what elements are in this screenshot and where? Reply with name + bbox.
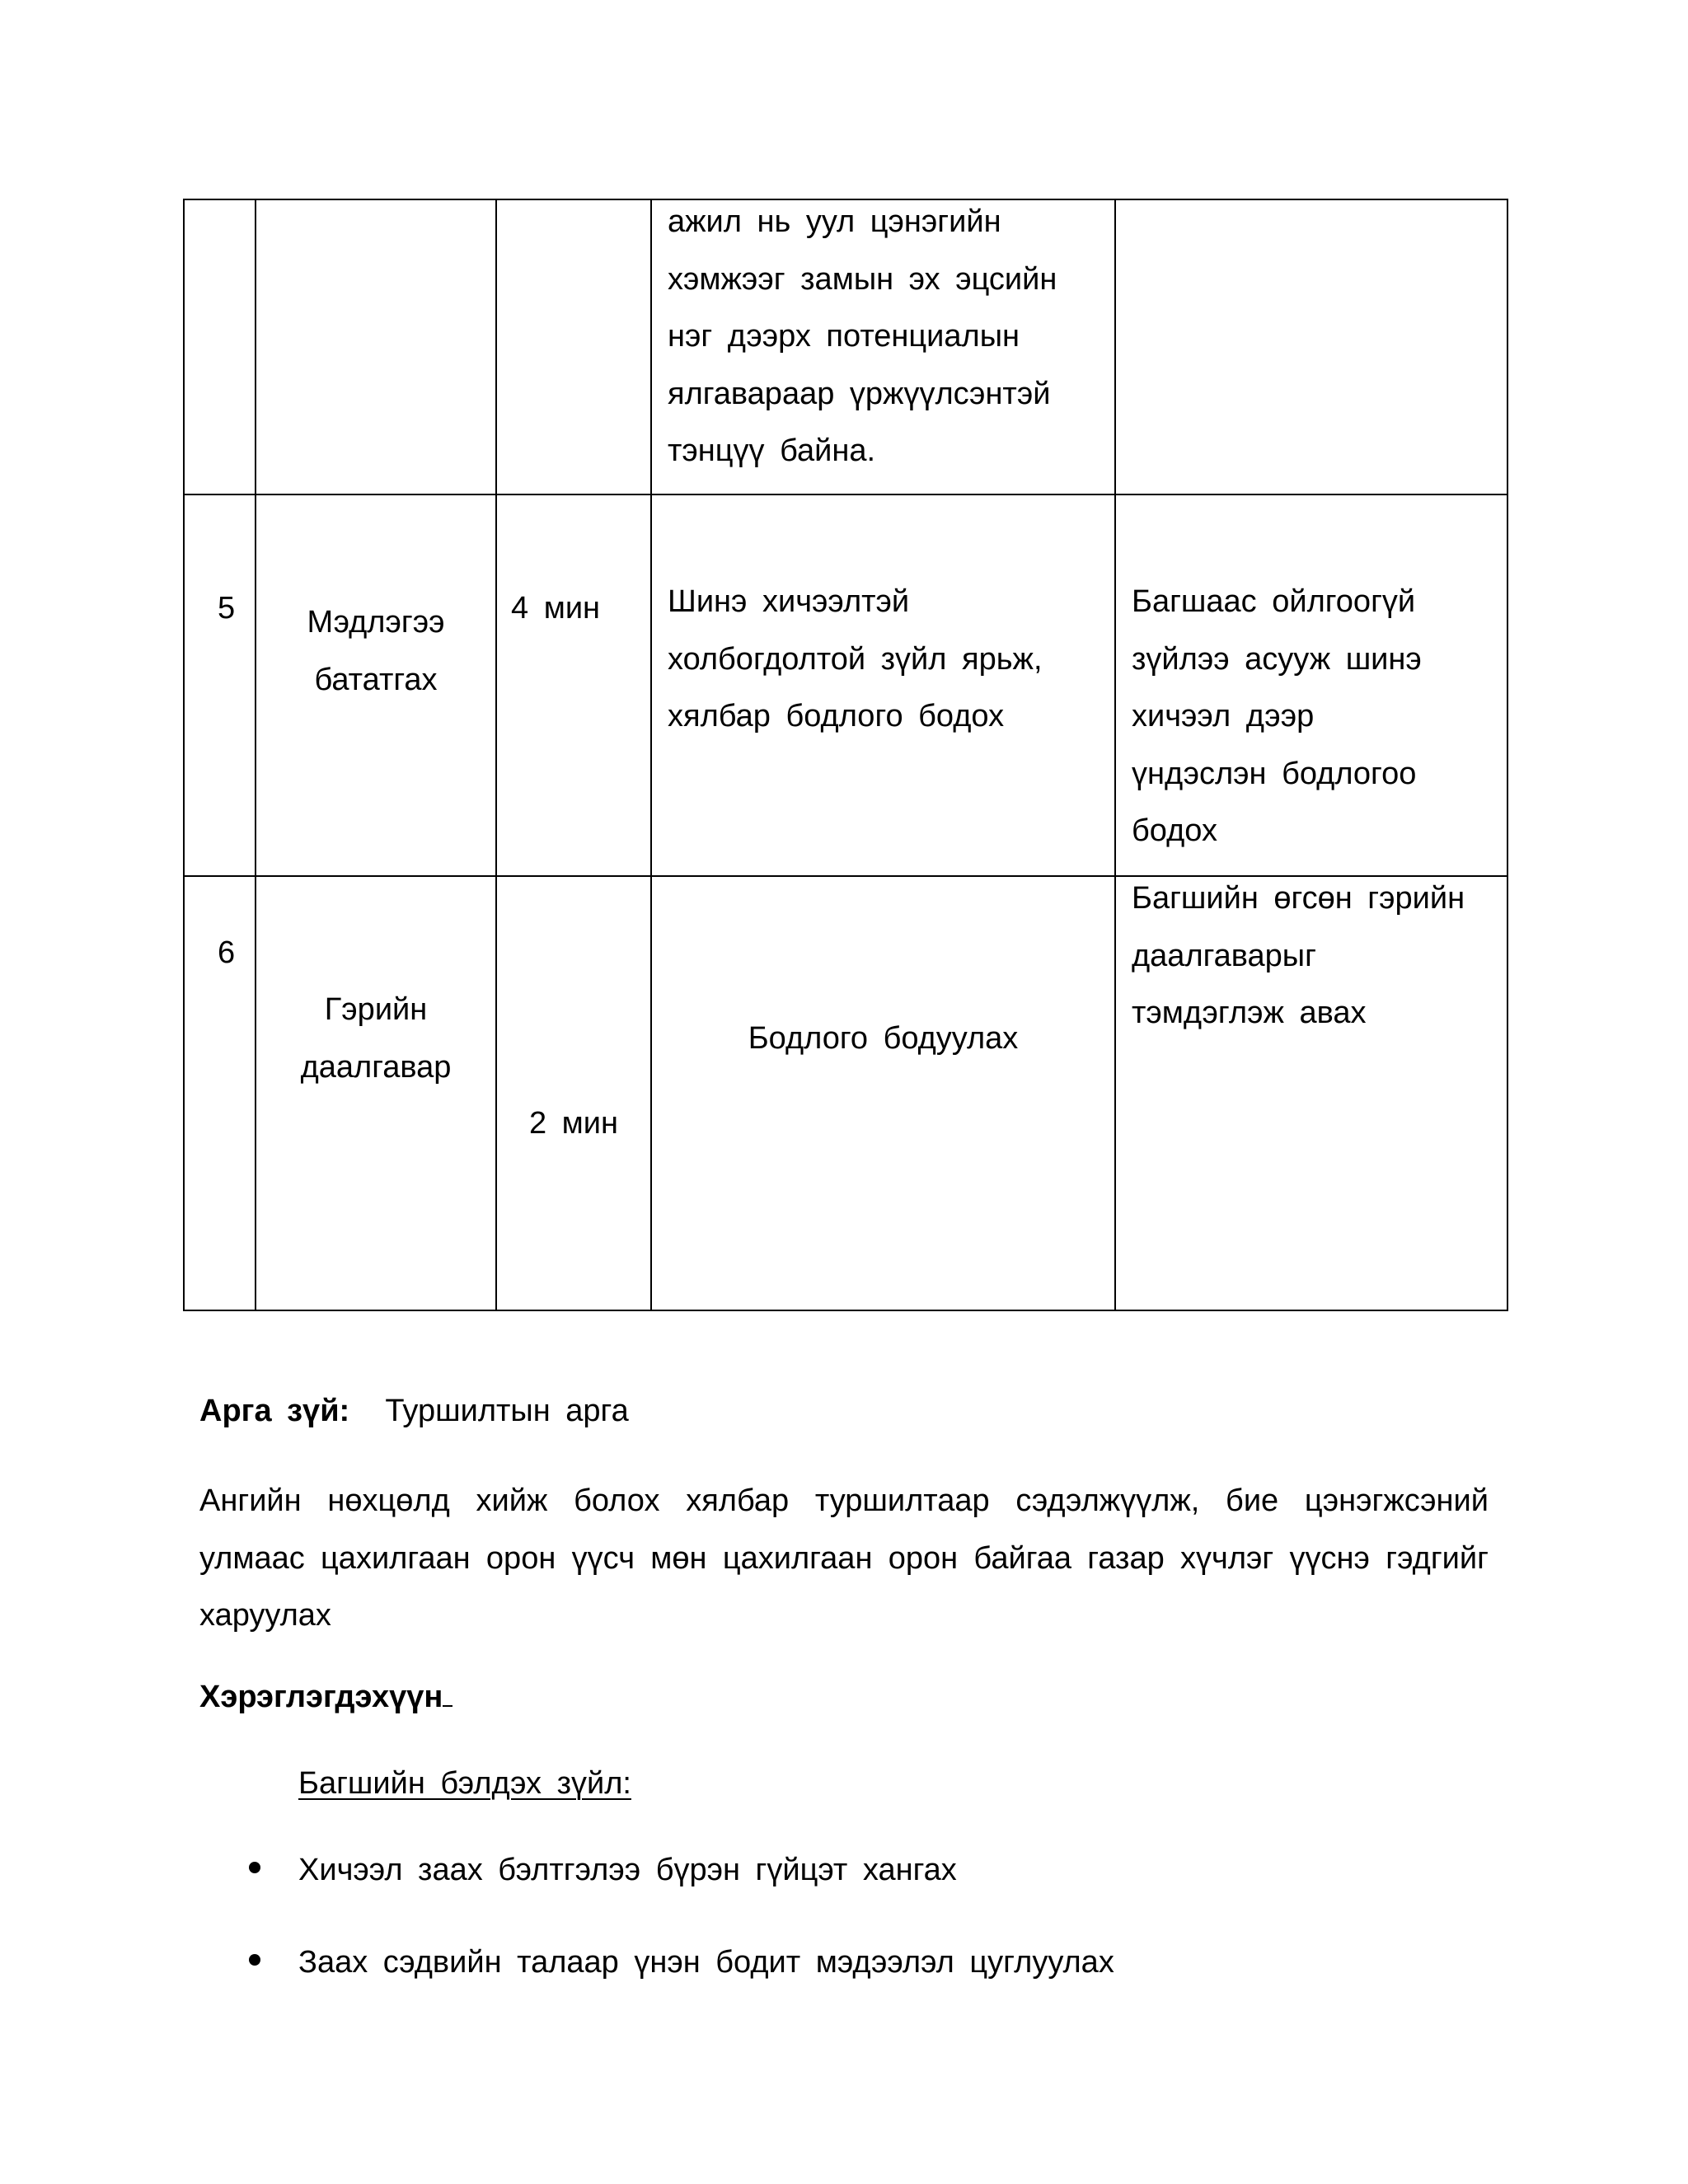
stage-line: бататгах: [314, 662, 438, 697]
method-label: Арга зүй:: [199, 1394, 350, 1428]
cell-line: бодох: [1132, 813, 1217, 848]
table-row: [184, 876, 1507, 1310]
bullet-icon: [249, 1862, 260, 1873]
cell-line: тэмдэглэж авах: [1132, 996, 1367, 1030]
cell-line: Шинэ хичээлтэй: [668, 584, 910, 619]
cell-line: нэг дээрх потенциалын: [668, 319, 1020, 354]
row-number: 6: [218, 935, 236, 970]
table-cell-number: [184, 876, 256, 1310]
method-line: [199, 1383, 629, 1441]
duration: 4 мин: [511, 591, 601, 626]
cell-line: Багшийн өгсөн гэрийн: [1132, 881, 1465, 916]
cell-line: Багшаас ойлгоогүй: [1132, 584, 1416, 619]
stage-line: даалгавар: [300, 1049, 452, 1085]
table-row: [184, 494, 1507, 876]
table-cell-time: [496, 199, 651, 494]
teacher-prep-label: Багшийн бэлдэх зүйл:: [298, 1766, 631, 1801]
cell-line: тэнцүү байна.: [668, 434, 876, 468]
table-cell-student-activity: [1115, 876, 1507, 1310]
method-value: Туршилтын арга: [385, 1394, 629, 1428]
materials-heading-text: Хэрэглэгдэхүүн: [199, 1680, 443, 1714]
cell-line: даалгаварыг: [1132, 938, 1316, 973]
materials-heading: [199, 1669, 452, 1727]
table-cell-student-activity: [1115, 199, 1507, 494]
table-cell-time: [496, 494, 651, 876]
cell-line: үндэслэн бодлогоо: [1132, 756, 1417, 791]
table-cell-number: [184, 494, 256, 876]
list-item-text: Заах сэдвийн талаар үнэн бодит мэдээлэл цуглуулах: [298, 1945, 1114, 1980]
bullet-icon: [249, 1954, 260, 1966]
lesson-plan-table: [183, 199, 1508, 1311]
method-description: Ангийн нөхцөлд хийж болох хялбар туршилтаар сэдэлжүүлж, бие цэнэгжсэний улмаас цахилгаан орон үүсч мөн цахилгаан орон байгаа газар хүчлэг үүснэ гэдгийг харуулах: [199, 1483, 1489, 1633]
table-row: [184, 199, 1507, 494]
table-cell-number: [184, 199, 256, 494]
cell-line: ажил нь уул цэнэгийн: [668, 204, 1001, 239]
cell-line: хичээл дээр: [1132, 699, 1315, 733]
cell-line: холбогдолтой зүйл ярьж,: [668, 641, 1043, 677]
cell-line: хялбар бодлого бодох: [668, 699, 1005, 733]
table-cell-stage: [256, 494, 496, 876]
stage-line: Мэдлэгээ: [307, 605, 445, 640]
stage-line: Гэрийн: [324, 992, 428, 1027]
table-cell-stage: [256, 876, 496, 1310]
table-cell-teacher-activity: [651, 199, 1115, 494]
cell-line: зүйлээ асууж шинэ: [1132, 641, 1422, 677]
cell-line: ялгавараар үржүүлсэнтэй: [668, 376, 1051, 411]
cell-line: хэмжээг замын эх эцсийн: [668, 261, 1057, 297]
duration: 2 мин: [528, 1106, 619, 1141]
cell-line: Бодлого бодуулах: [748, 1021, 1019, 1056]
table-cell-teacher-activity: [651, 876, 1115, 1310]
row-number: 5: [218, 591, 236, 626]
table-cell-student-activity: [1115, 494, 1507, 876]
table-cell-time: [496, 876, 651, 1310]
table-cell-stage: [256, 199, 496, 494]
table-cell-teacher-activity: [651, 494, 1115, 876]
list-item-text: Хичээл заах бэлтгэлээ бүрэн гүйцэт хангах: [298, 1853, 957, 1887]
heading-underline-mark: [443, 1680, 452, 1707]
